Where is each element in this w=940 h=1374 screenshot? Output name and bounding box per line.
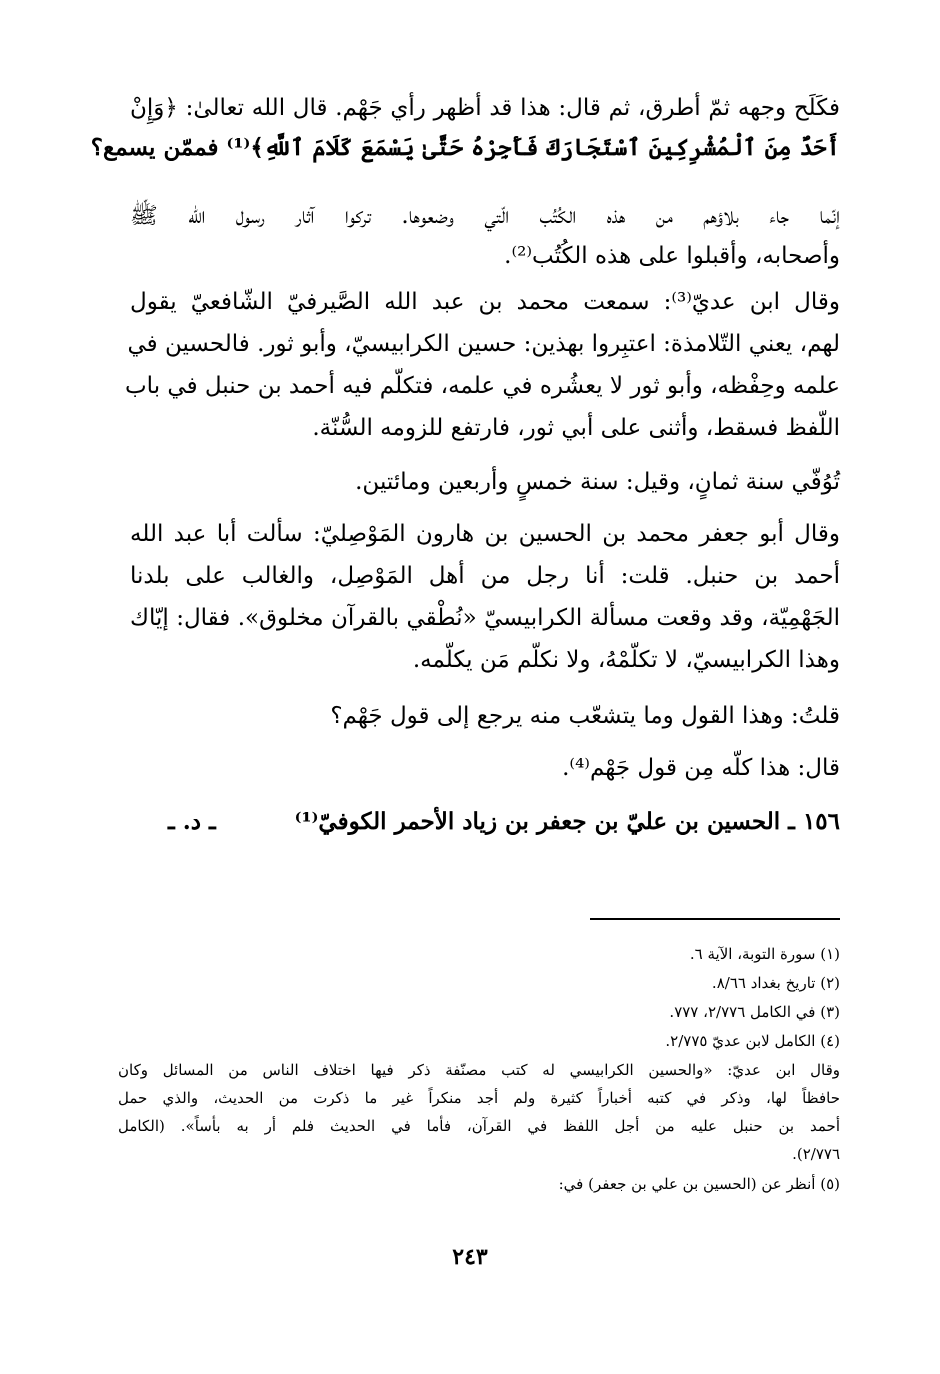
- entry-heading-tag: ـ د. ـ: [168, 808, 216, 835]
- text-line: وقال أبو جعفر محمد بن الحسين بن هارون المَوْصِليّ: سألت أبا عبد الله: [130, 521, 840, 547]
- entry-heading: ١٥٦ ـ الحسين بن عليّ بن جعفر بن زياد الأحمر الكوفيّ⁽¹⁾: [294, 808, 840, 835]
- footnote-4-text: حافظاً لها، وذكر في كتبه أخباراً كثيرة ولم أجد منكراً غير ما ذكرت من الحديث، والذي حمل: [118, 1089, 840, 1107]
- footnote-3: (٣) في الكامل ٢/٧٧٦، ٧٧٧.: [669, 1003, 840, 1021]
- text-line: أحمد بن حنبل. قلت: أنا رجل من أهل المَوْصِل، والغالب على بلدنا: [130, 563, 840, 589]
- footnote-4-text: ٢/٧٧٦).: [792, 1145, 840, 1163]
- text-line: قلتُ: وهذا القول وما يتشعّب منه يرجع إلى قول جَهْم؟: [330, 703, 840, 729]
- text-line: تُوُفّي سنة ثمانٍ، وقيل: سنة خمسٍ وأربعين ومائتين.: [355, 469, 840, 495]
- footnote-4-text: أحمد بن حنبل عليه من أجل اللفظ في القرآن، فأما في الحديث فلم أر به بأساً». (الكامل: [118, 1117, 840, 1135]
- footnote-5: (٥) أنظر عن (الحسين بن علي بن جعفر) في:: [558, 1175, 840, 1193]
- footnote-1: (١) سورة التوبة، الآية ٦.: [689, 945, 840, 963]
- text-line: اللّفظ فسقط، وأثنى على أبي ثور، فارتفع للزومه السُّنّة.: [312, 415, 840, 441]
- footnote-2: (٢) تاريخ بغداد ٨/٦٦.: [711, 974, 840, 992]
- text-line: قال: هذا كلّه مِن قول جَهْم⁽⁴⁾.: [562, 755, 840, 781]
- text-line: وقال ابن عديّ⁽³⁾: سمعت محمد بن عبد الله الصَّيرفيّ الشّافعيّ يقول: [130, 289, 840, 315]
- text-line: وأصحابه، وأقبلوا على هذه الكُتُب⁽²⁾.: [504, 243, 840, 269]
- text-line: وهذا الكرابيسيّ، لا تكلّمْهُ، ولا نكلّم مَن يكلّمه.: [412, 647, 840, 673]
- text-line: فكَلَح وجهه ثمّ أطرق، ثم قال: هذا قد أظهر رأي جَهْم. قال الله تعالىٰ: ﴿وَإِنْ: [130, 95, 840, 121]
- footnote-4: (٤) الكامل لابن عديّ ٢/٧٧٥.: [665, 1032, 840, 1050]
- footnote-separator: [590, 918, 840, 920]
- page-number: ٢٤٣: [452, 1244, 488, 1270]
- text-line: لهم، يعني التّلامذة: اعتبِروا بهذين: حسين الكرابيسيّ، وأبو ثور. فالحسين في: [127, 331, 840, 357]
- quran-verse-line: أَحَدٌ مِنَ ٱلْمُشْرِكِينَ ٱسْتَجَارَكَ فَأَجِرْهُ حَتَّىٰ يَسْمَعَ كَلَامَ ٱللَّهِ﴾⁽¹⁾ فممّن يسمع؟: [90, 134, 840, 161]
- text-line: علمه وحِفْظه، وأبو ثور لا يعشُره في علمه، فتكلّم فيه أحمد بن حنبل في باب: [125, 373, 840, 399]
- text-line: إنّما جاء بلاؤهم من هذه الكُتُب الّتي وضعوها. تركوا آثار رسول الله ﷺ: [130, 203, 840, 229]
- footnote-4-text: وقال ابن عديّ: «والحسين الكرابيسي له كتب مصنّفة ذكر فيها اختلاف الناس من المسائل وكان: [118, 1061, 840, 1079]
- text-line: الجَهْمِيّة، وقد وقعت مسألة الكرابيسيّ «نُطْقي بالقرآن مخلوق». فقال: إيّاك: [130, 605, 840, 631]
